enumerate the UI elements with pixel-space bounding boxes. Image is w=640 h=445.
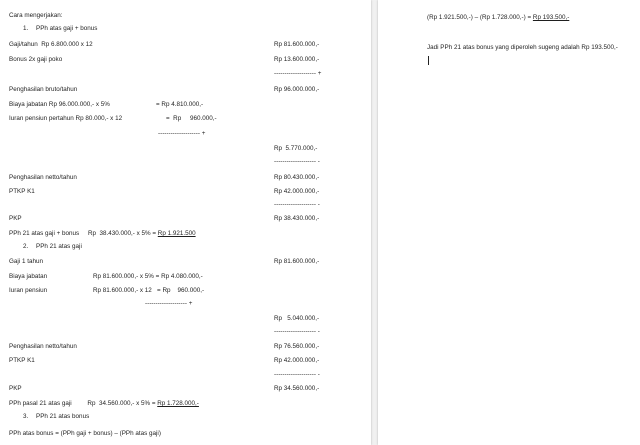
text-cursor xyxy=(428,56,429,65)
heading: Cara mengerjakan: xyxy=(9,12,63,19)
s2-pkp-label: PKP xyxy=(9,385,22,392)
s2-number: 2. xyxy=(23,243,29,250)
s1-iuran: Iuran pensiun pertahun Rp 80.000,- x 12 xyxy=(9,115,123,122)
bonus-calc: (Rp 1.921.500,-) – (Rp 1.728.000,-) = xyxy=(427,14,533,21)
s1-pengurang-value: Rp 5.770.000,- xyxy=(274,145,318,152)
s1-jabatan: Biaya jabatan Rp 96.000.000,- x 5% xyxy=(9,101,110,108)
s1-jabatan-result: = Rp 4.810.000,- xyxy=(156,101,204,108)
bonus-calc-result: Rp 193.500,- xyxy=(532,14,570,21)
s3-formula: PPh atas bonus = (PPh gaji + bonus) – (PPh atas gaji) xyxy=(9,430,161,437)
s1-bruto-label: Penghasilan bruto/tahun xyxy=(9,86,78,93)
document-page-right[interactable] xyxy=(378,0,640,445)
s3-title: PPh 21 atas bonus xyxy=(36,413,90,420)
s1-bonus-label: Bonus 2x gaji poko xyxy=(9,56,63,63)
s2-minus-line-1: -------------------- - xyxy=(274,328,320,335)
s2-gaji-label: Gaji 1 tahun xyxy=(9,258,43,265)
s2-pph-calc: PPh pasal 21 atas gaji Rp 34.560.000,- x 5% = xyxy=(9,400,158,407)
s2-pph-line xyxy=(9,400,199,408)
s1-netto-value: Rp 80.430.000,- xyxy=(274,174,320,181)
s1-pkp-label: PKP xyxy=(9,215,22,222)
s2-pkp-value: Rp 34.560.000,- xyxy=(274,385,320,392)
s1-bonus-value: Rp 13.600.000,- xyxy=(274,56,320,63)
s2-ptkp-label: PTKP K1 xyxy=(9,357,35,364)
s1-ptkp-value: Rp 42.000.000,- xyxy=(274,188,320,195)
s1-gaji-label: Gaji/tahun Rp 6.800.000 x 12 xyxy=(9,41,93,48)
s1-title: PPh atas gaji + bonus xyxy=(36,25,98,32)
s2-netto-value: Rp 76.560.000,- xyxy=(274,343,320,350)
s1-pph-line xyxy=(9,230,196,238)
s2-minus-line-2: -------------------- - xyxy=(274,371,320,378)
s1-sum-line: -------------------- + xyxy=(274,70,322,77)
s2-jabatan-label: Biaya jabatan xyxy=(9,273,48,280)
s2-jabatan-calc: Rp 81.600.000,- x 5% = Rp 4.080.000,- xyxy=(93,273,203,280)
s1-bruto-value: Rp 96.000.000,- xyxy=(274,86,320,93)
s2-pph-result: Rp 1.728.000,- xyxy=(157,400,199,407)
bonus-calc-line xyxy=(427,14,569,22)
s1-number: 1. xyxy=(23,25,29,32)
s3-number: 3. xyxy=(23,413,29,420)
s2-iuran-label: Iuran pensiun xyxy=(9,287,48,294)
conclusion-text: Jadi PPh 21 atas bonus yang diperoleh sugeng adalah Rp 193.500,- xyxy=(427,44,618,51)
s1-netto-label: Penghasilan netto/tahun xyxy=(9,174,77,181)
s1-pph-calc: PPh 21 atas gaji + bonus Rp 38.430.000,- x 5% = xyxy=(9,230,158,237)
s1-plus-line: -------------------- + xyxy=(158,130,206,137)
s1-minus-line-1: -------------------- - xyxy=(274,158,320,165)
s2-gaji-value: Rp 81.600.000,- xyxy=(274,258,320,265)
s1-minus-line-2: -------------------- - xyxy=(274,201,320,208)
s1-pph-result: Rp 1.921.500 xyxy=(157,230,196,237)
s2-netto-label: Penghasilan netto/tahun xyxy=(9,343,77,350)
s1-gaji-value: Rp 81.600.000,- xyxy=(274,41,320,48)
s2-pengurang-value: Rp 5.040.000,- xyxy=(274,315,320,322)
s2-ptkp-value: Rp 42.000.000,- xyxy=(274,357,320,364)
s1-pkp-value: Rp 38.430.000,- xyxy=(274,215,320,222)
s1-iuran-result: = Rp 960.000,- xyxy=(166,115,217,122)
s2-title: PPh 21 atas gaji xyxy=(36,243,82,250)
s2-iuran-calc: Rp 81.600.000,- x 12 = Rp 960.000,- xyxy=(93,287,205,294)
s2-plus-line: -------------------- + xyxy=(145,300,193,307)
s1-ptkp-label: PTKP K1 xyxy=(9,188,35,195)
